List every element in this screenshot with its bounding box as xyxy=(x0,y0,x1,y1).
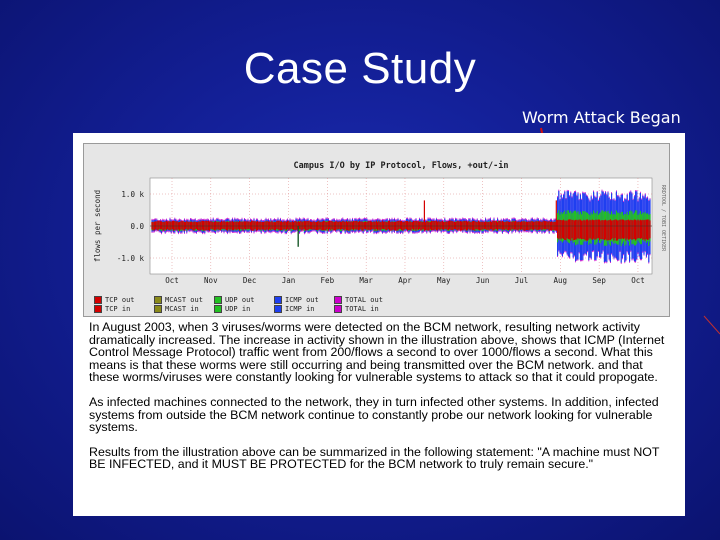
x-tick-label: Mar xyxy=(359,276,373,285)
paragraph-3: Results from the illustration above can be summarized in the following statement: "A machine must NOT BE INFECTED, and it MUST BE PROTECTED for the BCM network to truly remain secure." xyxy=(89,444,660,472)
legend-label: TOTAL out xyxy=(345,296,383,304)
legend-item-udp-in xyxy=(214,305,250,313)
x-tick-label: Dec xyxy=(242,276,257,285)
x-tick-label: Feb xyxy=(320,276,335,285)
content-panel xyxy=(73,133,685,516)
x-tick-label: Nov xyxy=(204,276,218,285)
paragraph-1: In August 2003, when 3 viruses/worms were detected on the BCM network, resulting network activity dramatically increased. The increase in activity shown in the illustration above, shows that ICMP (Internet Control Message Protocol) traffic went from 200/flows a second to over 1000/flows a second. What this means is that these worms were still occurring and being transmitted over the BCM network. and that these worms/viruses were constantly looking for vulnerable systems to attack so that it could propogate. xyxy=(89,320,665,385)
legend-swatch xyxy=(274,296,282,304)
legend-label: MCAST in xyxy=(165,305,199,313)
annotation-label: Worm Attack Began xyxy=(522,108,681,127)
y-axis-label: flows per second xyxy=(93,189,102,263)
legend-label: UDP in xyxy=(225,305,251,313)
legend-item-total-out xyxy=(334,296,383,304)
legend-swatch xyxy=(94,305,102,313)
legend-swatch xyxy=(214,296,222,304)
legend-item-tcp-out xyxy=(94,296,135,304)
x-tick-label: Jan xyxy=(281,276,296,285)
x-tick-label: Apr xyxy=(398,276,412,285)
legend-swatch xyxy=(334,296,342,304)
y-tick-label: -1.0 k xyxy=(116,254,144,263)
legend-label: MCAST out xyxy=(165,296,203,304)
decorative-line xyxy=(704,316,720,334)
x-tick-label: Aug xyxy=(553,276,568,285)
x-tick-label: Oct xyxy=(631,276,645,285)
legend-label: ICMP in xyxy=(285,305,315,313)
legend-swatch xyxy=(154,296,162,304)
rrdtool-credit: RRDTOOL / TOBI OETIKER xyxy=(660,184,666,252)
x-tick-label: Oct xyxy=(165,276,179,285)
slide-title: Case Study xyxy=(243,44,477,93)
legend-item-tcp-in xyxy=(94,305,130,313)
case-study-text xyxy=(89,321,674,483)
y-tick-label: 0.0 xyxy=(130,222,144,231)
traffic-graph xyxy=(83,143,670,317)
legend-label: TCP out xyxy=(105,296,135,304)
legend-item-total-in xyxy=(334,305,379,313)
legend-swatch xyxy=(94,296,102,304)
legend-item-mcast-in xyxy=(154,305,199,313)
traffic-chart xyxy=(84,144,669,316)
legend-swatch xyxy=(214,305,222,313)
chart-title: Campus I/O by IP Protocol, Flows, +out/-in xyxy=(293,161,509,171)
x-tick-label: Sep xyxy=(592,276,606,285)
legend-label: UDP out xyxy=(225,296,255,304)
legend-item-udp-out xyxy=(214,296,255,304)
legend-swatch xyxy=(334,305,342,313)
paragraph-2: As infected machines connected to the network, they in turn infected other systems. In addition, infected systems from outside the BCM network continue to constantly probe our network looking for vulnerable systems. xyxy=(89,394,659,435)
legend-swatch xyxy=(274,305,282,313)
legend-item-icmp-out xyxy=(274,296,319,304)
legend-item-icmp-in xyxy=(274,305,315,313)
legend-swatch xyxy=(154,305,162,313)
legend-label: TCP in xyxy=(105,305,131,313)
x-tick-label: Jun xyxy=(475,276,490,285)
y-tick-label: 1.0 k xyxy=(121,190,144,199)
legend-label: TOTAL in xyxy=(345,305,379,313)
x-tick-label: Jul xyxy=(514,276,529,285)
x-tick-label: May xyxy=(437,276,451,285)
legend-item-mcast-out xyxy=(154,296,203,304)
legend-label: ICMP out xyxy=(285,296,319,304)
